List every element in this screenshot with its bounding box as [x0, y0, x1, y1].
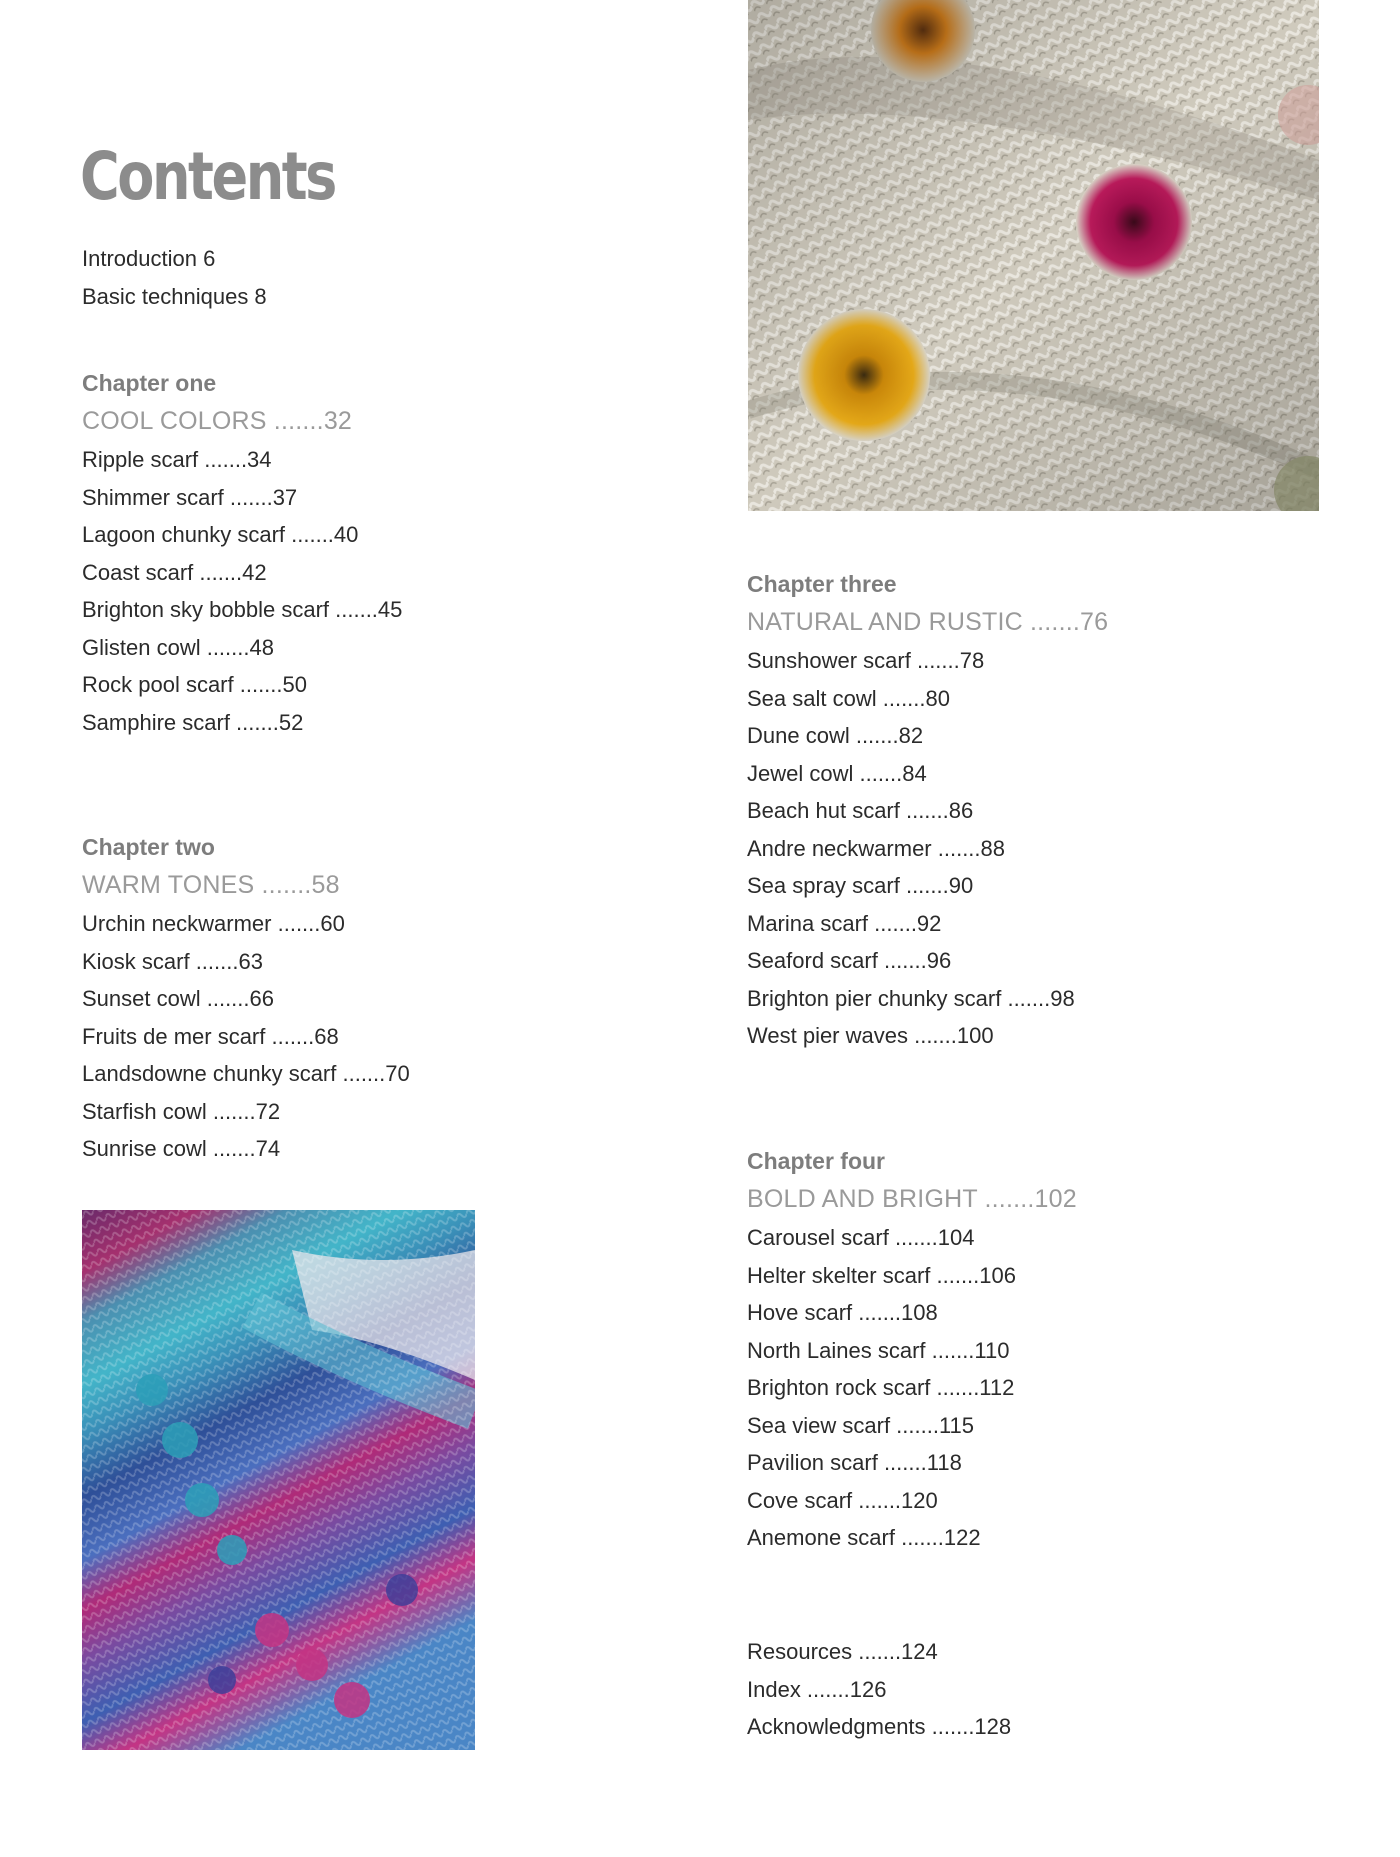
back-matter-list: [747, 1633, 1011, 1746]
bobble-scarf-photo: [82, 1210, 475, 1750]
toc-entry-introduction[interactable]: Introduction 6: [82, 246, 216, 271]
toc-entry[interactable]: Landsdowne chunky scarf .......70: [82, 1061, 410, 1086]
toc-entry[interactable]: North Laines scarf .......110: [747, 1337, 1010, 1363]
toc-entry[interactable]: West pier waves .......100: [747, 1023, 994, 1048]
toc-entry[interactable]: Sea spray scarf .......90: [747, 873, 974, 898]
chapter-label: Chapter four: [747, 1148, 885, 1174]
intro-list: [82, 240, 267, 315]
toc-entry[interactable]: Anemone scarf .......122: [747, 1525, 981, 1550]
toc-entry-basic-techniques[interactable]: Basic techniques 8: [82, 283, 267, 309]
toc-entry[interactable]: Coast scarf .......42: [82, 559, 267, 585]
toc-entry[interactable]: Sunshower scarf .......78: [747, 648, 985, 673]
toc-entry[interactable]: Brighton pier chunky scarf .......98: [747, 985, 1075, 1011]
toc-entry[interactable]: Dune cowl .......82: [747, 723, 924, 748]
chapter-label: Chapter two: [82, 834, 215, 860]
crochet-flowers-photo: [748, 0, 1319, 511]
toc-entry[interactable]: Glisten cowl .......48: [82, 634, 274, 660]
toc-entry[interactable]: Starfish cowl .......72: [82, 1098, 281, 1124]
chapter-title[interactable]: BOLD AND BRIGHT .......102: [747, 1185, 1077, 1213]
page-title: Contents: [80, 138, 335, 215]
chapter-three-section: [747, 566, 1108, 1055]
toc-entry[interactable]: Cove scarf .......120: [747, 1487, 938, 1513]
toc-entry[interactable]: Lagoon chunky scarf .......40: [82, 522, 359, 547]
toc-entry[interactable]: Andre neckwarmer .......88: [747, 835, 1005, 861]
toc-entry[interactable]: Carousel scarf .......104: [747, 1225, 975, 1250]
chapter-title[interactable]: WARM TONES .......58: [82, 871, 340, 899]
chapter-label: Chapter three: [747, 571, 897, 597]
toc-entry[interactable]: Kiosk scarf .......63: [82, 948, 263, 974]
toc-entry-resources[interactable]: Resources .......124: [747, 1639, 938, 1664]
chapter-one-section: [82, 365, 402, 741]
toc-entry[interactable]: Brighton sky bobble scarf .......45: [82, 597, 403, 622]
toc-entry[interactable]: Pavilion scarf .......118: [747, 1450, 962, 1475]
toc-entry[interactable]: Sea salt cowl .......80: [747, 685, 950, 711]
toc-entry[interactable]: Sunset cowl .......66: [82, 986, 274, 1011]
toc-entry[interactable]: Shimmer scarf .......37: [82, 484, 298, 510]
toc-entry[interactable]: Sea view scarf .......115: [747, 1412, 975, 1438]
toc-entry[interactable]: Seaford scarf .......96: [747, 948, 952, 973]
toc-entry[interactable]: Marina scarf .......92: [747, 910, 942, 936]
chapter-four-section: [747, 1143, 1077, 1557]
toc-entry[interactable]: Samphire scarf .......52: [82, 709, 304, 735]
toc-entry[interactable]: Hove scarf .......108: [747, 1300, 938, 1325]
toc-entry[interactable]: Brighton rock scarf .......112: [747, 1375, 1015, 1400]
chapter-two-section: [82, 829, 410, 1168]
toc-entry[interactable]: Beach hut scarf .......86: [747, 798, 974, 823]
toc-entry[interactable]: Ripple scarf .......34: [82, 447, 272, 472]
toc-entry[interactable]: Sunrise cowl .......74: [82, 1136, 281, 1161]
chapter-title[interactable]: NATURAL AND RUSTIC .......76: [747, 608, 1109, 636]
toc-entry-index[interactable]: Index .......126: [747, 1676, 887, 1702]
toc-entry[interactable]: Fruits de mer scarf .......68: [82, 1023, 339, 1049]
toc-entry[interactable]: Rock pool scarf .......50: [82, 672, 307, 697]
toc-entry-acknowledgments[interactable]: Acknowledgments .......128: [747, 1714, 1012, 1739]
toc-entry[interactable]: Helter skelter scarf .......106: [747, 1262, 1016, 1288]
chapter-label: Chapter one: [82, 370, 217, 396]
toc-entry[interactable]: Jewel cowl .......84: [747, 760, 927, 786]
toc-entry[interactable]: Urchin neckwarmer .......60: [82, 911, 345, 936]
chapter-title[interactable]: COOL COLORS .......32: [82, 407, 353, 435]
